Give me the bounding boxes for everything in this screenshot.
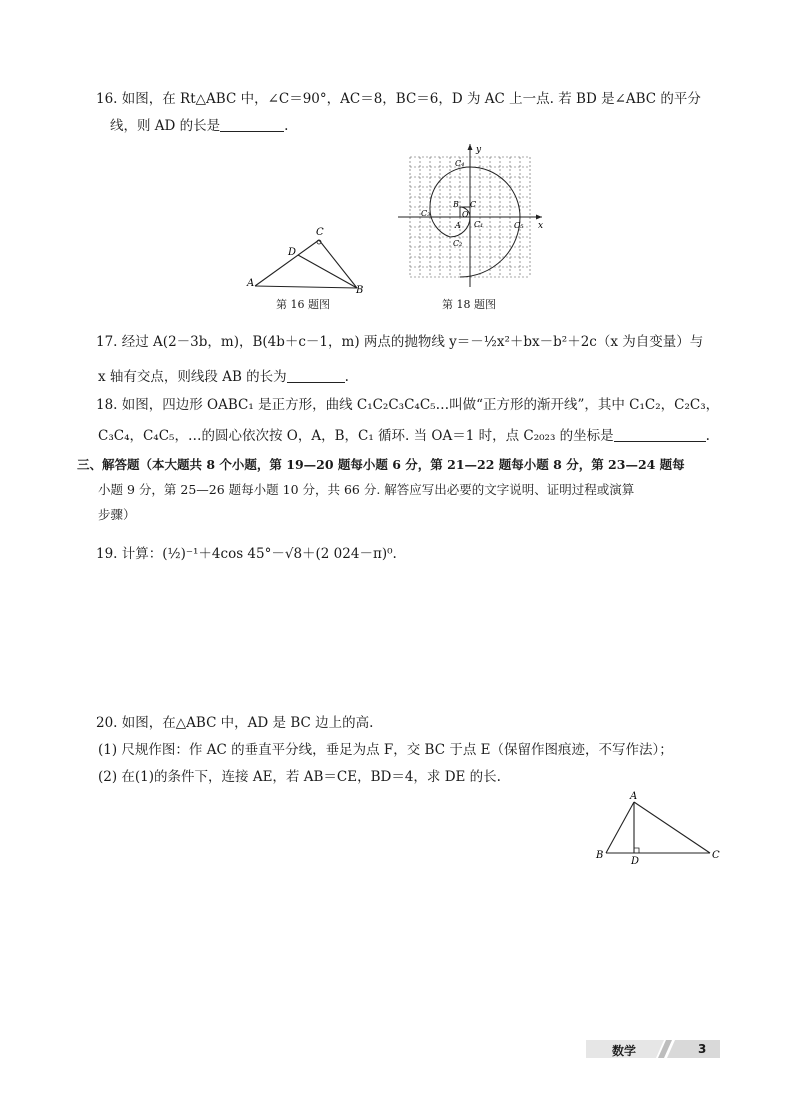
q18-label-c: C (470, 200, 477, 209)
q17-tail: . (344, 369, 349, 385)
section3-line1: 三、解答题（本大题共 8 个小题，第 19—20 题每小题 6 分，第 21—22 题每小题 8 分，第 23—24 题每 (77, 457, 685, 472)
q17-answer-blank (287, 368, 345, 383)
q18-label-b: B (453, 200, 459, 209)
q18-answer-blank (614, 427, 706, 442)
q16-edge-cb (319, 240, 357, 288)
q16-label-c: C (316, 227, 324, 238)
q16-figure (245, 220, 375, 298)
q18-label-o: O (462, 210, 469, 219)
q16-edge-ac (255, 240, 319, 286)
q20-label-d: D (631, 856, 640, 867)
q16-label-d: D (288, 247, 297, 258)
q18-label-c5: C₅ (514, 221, 524, 230)
q18-label-c1: C₁ (474, 220, 484, 229)
q17-line2 (98, 368, 349, 386)
q20-line1: 20. 如图，在△ABC 中，AD 是 BC 边上的高. (96, 715, 374, 731)
q16-edge-bd (298, 255, 357, 288)
q17-line1: 17. 经过 A(2－3b，m)，B(4b＋c－1，m) 两点的抛物线 y＝－½x²＋bx－b²＋2c（x 为自变量）与 (96, 334, 704, 350)
q16-line1: 16. 如图，在 Rt△ABC 中，∠C＝90°，AC＝8，BC＝6，D 为 AC 上一点. 若 BD 是∠ABC 的平分 (96, 91, 701, 107)
q18-caption: 第 18 题图 (442, 298, 496, 311)
q16-caption: 第 16 题图 (276, 298, 330, 311)
q16-answer-blank (220, 117, 284, 132)
q16-tail: . (284, 118, 289, 134)
q20-label-c: C (712, 850, 720, 861)
footer-page-number: 3 (698, 1042, 707, 1056)
q18-line1: 18. 如图，四边形 OABC₁ 是正方形，曲线 C₁C₂C₃C₄C₅…叫做“正方形的渐开线”，其中 C₁C₂，C₂C₃， (96, 397, 720, 413)
q19-text: 19. 计算：(½)⁻¹＋4cos 45°－√8＋(2 024－π)⁰. (96, 546, 397, 562)
q20-right-angle-mark (634, 848, 639, 853)
q18-y-arrow (468, 144, 473, 150)
q20-edge-ab (606, 802, 634, 853)
q18-x-arrow (536, 215, 542, 220)
section3-line3: 步骤） (98, 507, 136, 522)
q18-tail: . (705, 428, 710, 444)
q20-figure (592, 788, 728, 868)
q20-label-a: A (630, 791, 638, 802)
q18-figure (392, 140, 552, 290)
q16-line2-text: 线，则 AD 的长是 (110, 118, 221, 134)
q17-line2-text: x 轴有交点，则线段 AB 的长为 (98, 369, 287, 385)
q18-label-c2: C₂ (453, 239, 463, 248)
q18-label-x: x (538, 221, 544, 231)
q18-label-c4: C₄ (455, 159, 465, 168)
q18-label-a: A (455, 221, 461, 230)
q18-label-y: y (476, 145, 482, 155)
q18-line2 (98, 427, 710, 445)
q16-edge-ab (255, 286, 357, 288)
q18-line2-text: C₃C₄，C₄C₅，…的圆心依次按 O，A，B，C₁ 循环. 当 OA＝1 时，点 C₂₀₂₃ 的坐标是 (98, 428, 614, 444)
footer-subject: 数学 (612, 1044, 637, 1058)
q20-label-b: B (596, 850, 604, 861)
section3-line2: 小题 9 分，第 25—26 题每小题 10 分，共 66 分. 解答应写出必要的文字说明、证明过程或演算 (98, 482, 635, 497)
q20-line3: (2) 在(1)的条件下，连接 AE，若 AB＝CE，BD＝4，求 DE 的长. (98, 769, 501, 785)
q18-label-c3: C₃ (421, 209, 431, 218)
q20-edge-ac (634, 802, 710, 853)
q16-line2 (110, 117, 288, 135)
q16-label-b: B (356, 285, 364, 296)
q16-label-a: A (247, 278, 255, 289)
q20-line2: (1) 尺规作图：作 AC 的垂直平分线，垂足为点 F，交 BC 于点 E（保留作图痕迹，不写作法）； (98, 742, 673, 758)
